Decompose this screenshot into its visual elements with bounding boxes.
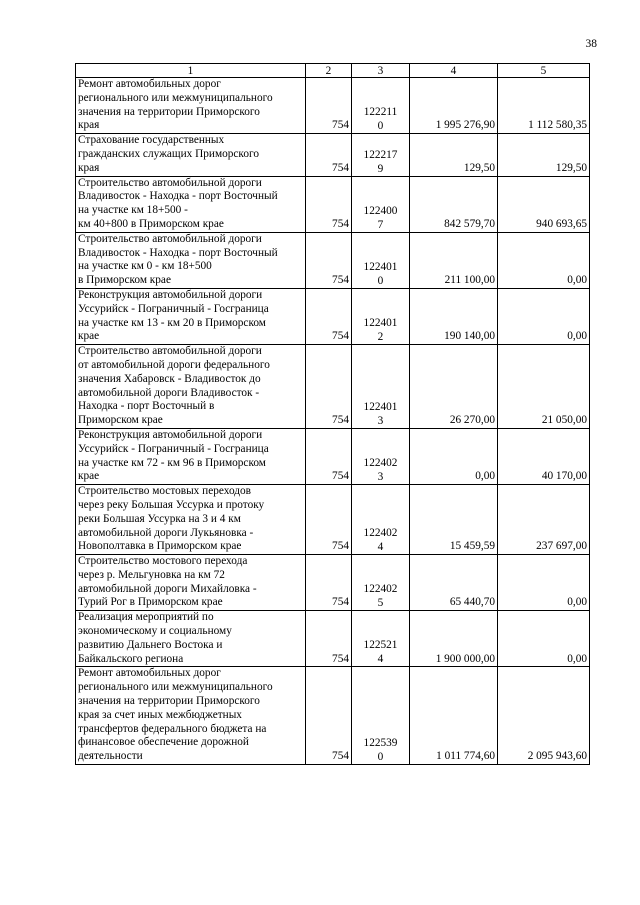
row-sum-col5: 40 170,00 — [498, 428, 590, 484]
row-ved: 754 — [306, 667, 352, 765]
row-sum-col5: 1 112 580,35 — [498, 78, 590, 134]
header-col-2: 2 — [306, 64, 352, 78]
table-row — [76, 134, 590, 176]
row-ved: 754 — [306, 345, 352, 429]
row-sum-col5: 129,50 — [498, 134, 590, 176]
table-body — [76, 78, 590, 765]
row-ved: 754 — [306, 134, 352, 176]
row-sum-col4: 211 100,00 — [410, 232, 498, 288]
row-sum-col4: 65 440,70 — [410, 555, 498, 611]
row-name: Ремонт автомобильных дорог регионального или межмуниципального значения на территории Приморского края — [76, 78, 306, 134]
row-ved: 754 — [306, 176, 352, 232]
row-code: 122211 0 — [352, 78, 410, 134]
row-sum-col5: 21 050,00 — [498, 345, 590, 429]
table-row — [76, 555, 590, 611]
table-row — [76, 667, 590, 765]
row-sum-col4: 26 270,00 — [410, 345, 498, 429]
row-sum-col5: 0,00 — [498, 288, 590, 344]
table-row — [76, 176, 590, 232]
table-row — [76, 485, 590, 555]
row-sum-col4: 1 995 276,90 — [410, 78, 498, 134]
table-header — [76, 64, 590, 78]
row-ved: 754 — [306, 78, 352, 134]
row-name: Ремонт автомобильных дорог регионального или межмуниципального значения на территории Приморского края за счет иных межбюджетных трансфертов федерального бюджета на финансовое обеспечение дорожной деятельности — [76, 667, 306, 765]
header-col-3: 3 — [352, 64, 410, 78]
row-sum-col4: 842 579,70 — [410, 176, 498, 232]
header-col-5: 5 — [498, 64, 590, 78]
row-code: 122401 0 — [352, 232, 410, 288]
budget-table — [75, 63, 590, 765]
row-name: Страхование государственных гражданских служащих Приморского края — [76, 134, 306, 176]
table-row — [76, 288, 590, 344]
row-sum-col5: 0,00 — [498, 232, 590, 288]
row-sum-col4: 0,00 — [410, 428, 498, 484]
row-ved: 754 — [306, 288, 352, 344]
header-col-4: 4 — [410, 64, 498, 78]
row-code: 122539 0 — [352, 667, 410, 765]
header-row — [76, 64, 590, 78]
table-row — [76, 611, 590, 667]
row-name: Строительство мостового перехода через р. Мельгуновка на км 72 автомобильной дороги Михайловка - Турий Рог в Приморском крае — [76, 555, 306, 611]
row-code: 122521 4 — [352, 611, 410, 667]
row-code: 122402 5 — [352, 555, 410, 611]
row-name: Строительство автомобильной дороги Владивосток - Находка - порт Восточный на участке км 0 - км 18+500 в Приморском крае — [76, 232, 306, 288]
row-sum-col5: 940 693,65 — [498, 176, 590, 232]
row-sum-col4: 129,50 — [410, 134, 498, 176]
row-ved: 754 — [306, 555, 352, 611]
row-ved: 754 — [306, 428, 352, 484]
row-sum-col4: 1 011 774,60 — [410, 667, 498, 765]
header-col-1: 1 — [76, 64, 306, 78]
row-code: 122402 3 — [352, 428, 410, 484]
row-sum-col4: 190 140,00 — [410, 288, 498, 344]
row-ved: 754 — [306, 232, 352, 288]
row-name: Строительство мостовых переходов через реку Большая Уссурка и протоку реки Большая Уссурка на 3 и 4 км автомобильной дороги Лукьяновка - Новополтавка в Приморском крае — [76, 485, 306, 555]
table-row — [76, 232, 590, 288]
row-code: 122400 7 — [352, 176, 410, 232]
row-name: Реконструкция автомобильной дороги Уссурийск - Пограничный - Госграница на участке км 13 - км 20 в Приморском крае — [76, 288, 306, 344]
row-sum-col4: 15 459,59 — [410, 485, 498, 555]
row-name: Строительство автомобильной дороги Владивосток - Находка - порт Восточный на участке км 18+500 - км 40+800 в Приморском крае — [76, 176, 306, 232]
row-code: 122402 4 — [352, 485, 410, 555]
row-ved: 754 — [306, 611, 352, 667]
row-name: Строительство автомобильной дороги от автомобильной дороги федерального значения Хабаровск - Владивосток до автомобильной дороги Владивосток - Находка - порт Восточный в Приморском крае — [76, 345, 306, 429]
row-ved: 754 — [306, 485, 352, 555]
table-row — [76, 345, 590, 429]
row-sum-col5: 0,00 — [498, 555, 590, 611]
row-sum-col5: 237 697,00 — [498, 485, 590, 555]
table-row — [76, 428, 590, 484]
row-code: 122401 3 — [352, 345, 410, 429]
table-row — [76, 78, 590, 134]
row-sum-col4: 1 900 000,00 — [410, 611, 498, 667]
row-name: Реконструкция автомобильной дороги Уссурийск - Пограничный - Госграница на участке км 72 - км 96 в Приморском крае — [76, 428, 306, 484]
row-sum-col5: 0,00 — [498, 611, 590, 667]
page-number: 38 — [585, 38, 597, 50]
row-name: Реализация мероприятий по экономическому и социальному развитию Дальнего Востока и Байкальского региона — [76, 611, 306, 667]
row-sum-col5: 2 095 943,60 — [498, 667, 590, 765]
row-code: 122401 2 — [352, 288, 410, 344]
row-code: 122217 9 — [352, 134, 410, 176]
